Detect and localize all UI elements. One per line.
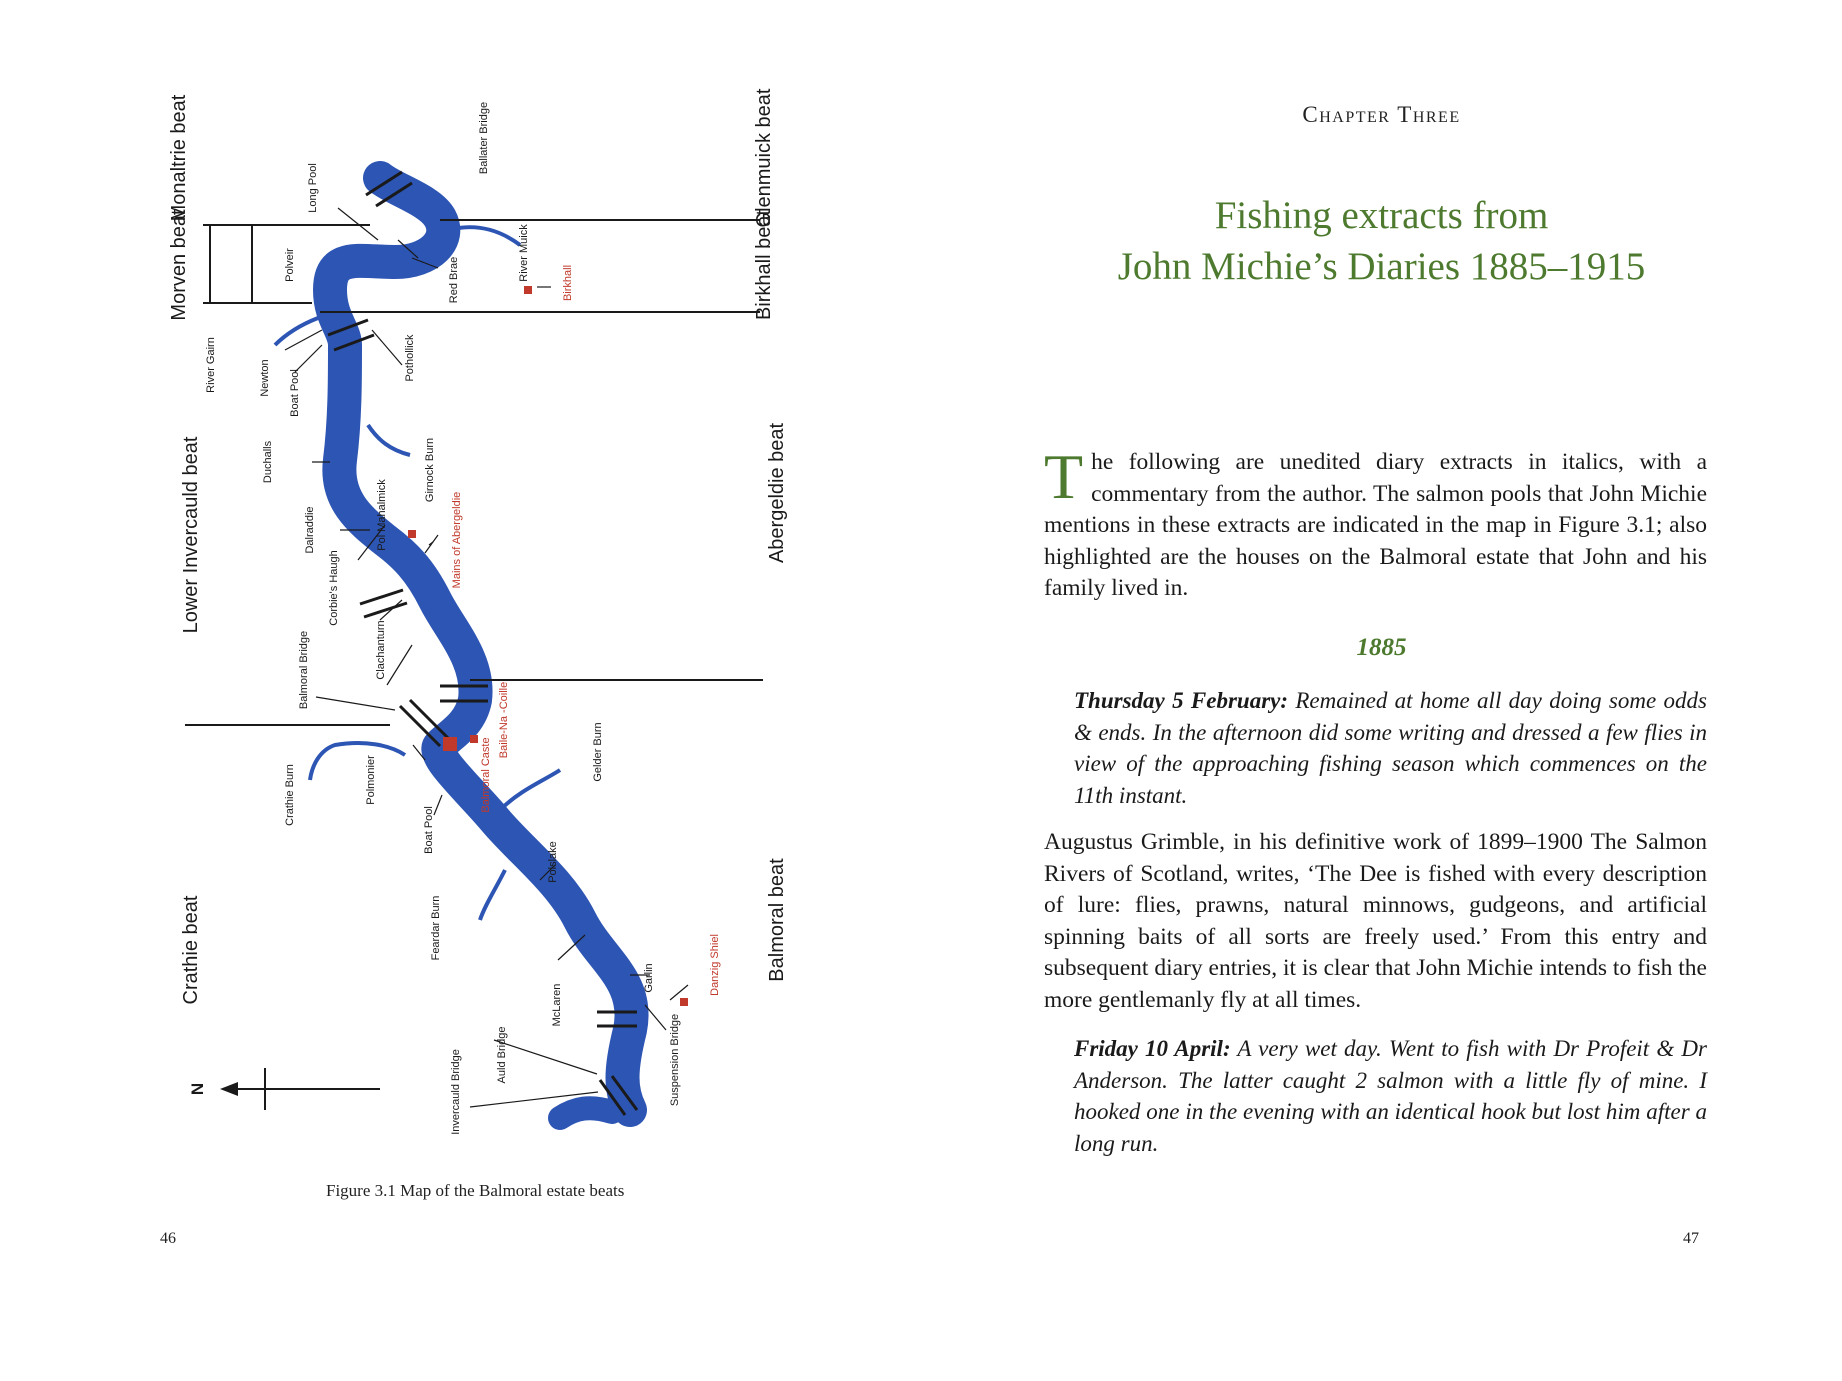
- year-heading: 1885: [1356, 634, 1407, 661]
- pool-label-boat-pool-1: Boat Pool: [289, 369, 301, 417]
- intro-text: he following are unedited diary extracts in italics, with a commentary from the author. The salmon pools that John Michie mentions in these extracts are indicated in the map in Figure 3.1; also highlighted are the houses on the Balmoral estate that John and his family lived in.: [1044, 449, 1707, 601]
- house-label-birkhall: Birkhall: [562, 264, 574, 302]
- pool-label-gelder-burn: Gelder Burn: [592, 722, 604, 782]
- beat-label-balmoral: Balmoral beat: [766, 858, 788, 982]
- drop-cap: T: [1044, 441, 1084, 512]
- diary-entry-1-date: Thursday 5 February:: [1074, 688, 1289, 713]
- diary-entry-1-text: Remained at home all day doing some odds & ends. In the afternoon did some writing and dressed a few flies in view of the approaching fishing season which commences on the 11th instant.: [1074, 688, 1707, 808]
- pool-label-polveir: Polveir: [284, 248, 296, 282]
- diary-entry-2: [1074, 1033, 1707, 1159]
- house-label-danzig-shiel: Danzig Shiel: [709, 934, 721, 996]
- intro-paragraph: [1044, 441, 1707, 605]
- pool-label-duchalls: Duchalls: [262, 440, 274, 484]
- pool-label-polslake: Polslake: [547, 841, 559, 883]
- mains-of-abergeldie-marker: [408, 530, 416, 538]
- right-page: [921, 0, 1842, 1381]
- beat-label-morven: Morven beat: [168, 209, 190, 321]
- pool-label-invercauld-bridge: Invercauld Bridge: [450, 1049, 462, 1135]
- house-labels: [451, 265, 721, 996]
- page-number-left: 46: [160, 1230, 176, 1247]
- house-label-balmoral-castle: Balmoral Caste: [480, 737, 492, 813]
- diary-entry-2-date: Friday 10 April:: [1074, 1036, 1231, 1061]
- pool-label-crathie-burn: Crathie Burn: [284, 764, 296, 826]
- pool-label-pothollick: Pothollick: [404, 334, 416, 382]
- pool-label-dalraddie: Dalraddie: [304, 506, 316, 554]
- beat-label-crathie: Crathie beat: [180, 895, 202, 1005]
- baile-na-coille-marker: [470, 735, 478, 743]
- figure-caption: Figure 3.1 Map of the Balmoral estate beats: [326, 1181, 625, 1200]
- pool-label-balmoral-bridge: Balmoral Bridge: [298, 630, 310, 710]
- beat-label-abergeldie: Abergeldie beat: [766, 422, 788, 564]
- pool-label-boat-pool-2: Boat Pool: [423, 806, 435, 854]
- pool-label-corbies-haugh: Corbie's Haugh: [328, 550, 340, 626]
- chapter-title-line1: Fishing extracts from: [1214, 194, 1549, 237]
- diary-entry-2-text: A very wet day. Went to fish with Dr Profeit & Dr Anderson. The latter caught 2 salmon with a little fly of mine. I hooked one in the evening with an identical hook but lost him after a long run.: [1074, 1036, 1707, 1156]
- house-label-baile-na-coille: Baile-Na -Coille: [498, 681, 510, 759]
- house-label-mains-of-abergeldie: Mains of Abergeldie: [451, 491, 463, 589]
- pool-label-polmonier: Polmonier: [365, 755, 377, 805]
- pool-label-auld-bridge: Auld Bridge: [496, 1026, 508, 1084]
- beat-label-glenmuick: Glenmuick beat: [753, 88, 775, 228]
- danzig-shiel-marker: [680, 998, 688, 1006]
- beat-label-lower-invercauld: Lower Invercauld beat: [180, 436, 202, 634]
- beat-label-monaltrie: Monaltrie beat: [168, 94, 190, 222]
- north-label: N: [188, 1082, 207, 1096]
- chapter-title: [921, 190, 1842, 292]
- river-dee: [275, 178, 632, 1118]
- chapter-title-line2: John Michie’s Diaries 1885–1915: [1117, 245, 1646, 288]
- balmoral-castle-marker: [443, 737, 457, 751]
- pool-label-garlin: Garlin: [643, 963, 655, 993]
- pool-label-pol-mahalmick: Pol Mahalmick: [376, 479, 388, 551]
- diary-entry-1: [1074, 685, 1707, 811]
- pool-label-river-gairn: River Gairn: [205, 337, 217, 393]
- commentary-paragraph: Augustus Grimble, in his definitive work of 1899–1900 The Salmon Rivers of Scotland, writes, ‘The Dee is fished with every description of lure: flies, prawns, natural minnows, gudgeons, and artificial spinning baits of all sorts are freely used.’ From this entry and subsequent diary entries, it is clear that John Michie intends to fish the more gentlemanly fly at all times.: [1044, 829, 1707, 1013]
- pool-label-long-pool: Long Pool: [307, 163, 319, 213]
- pool-label-ballater-bridge: Ballater Bridge: [478, 101, 490, 175]
- pool-label-newton: Newton: [259, 359, 271, 397]
- page-number-right: 47: [1683, 1230, 1699, 1247]
- pool-label-girnock-burn: Girnock Burn: [424, 437, 436, 503]
- pool-label-mclaren: McLaren: [551, 983, 563, 1027]
- birkhall-marker: [524, 286, 532, 294]
- pool-label-clachanturn: Clachanturn: [375, 620, 387, 680]
- chapter-heading: Chapter Three: [1302, 102, 1461, 127]
- pool-label-suspension-bridge: Suspension Bridge: [669, 1013, 681, 1107]
- pool-label-red-brae: Red Brae: [448, 256, 460, 304]
- north-arrow: [188, 1068, 380, 1110]
- pool-label-river-muick: River Muick: [518, 224, 530, 282]
- pool-label-feardar-burn: Feardar Burn: [430, 895, 442, 961]
- beat-label-birkhall: Birkhall beat: [753, 209, 775, 321]
